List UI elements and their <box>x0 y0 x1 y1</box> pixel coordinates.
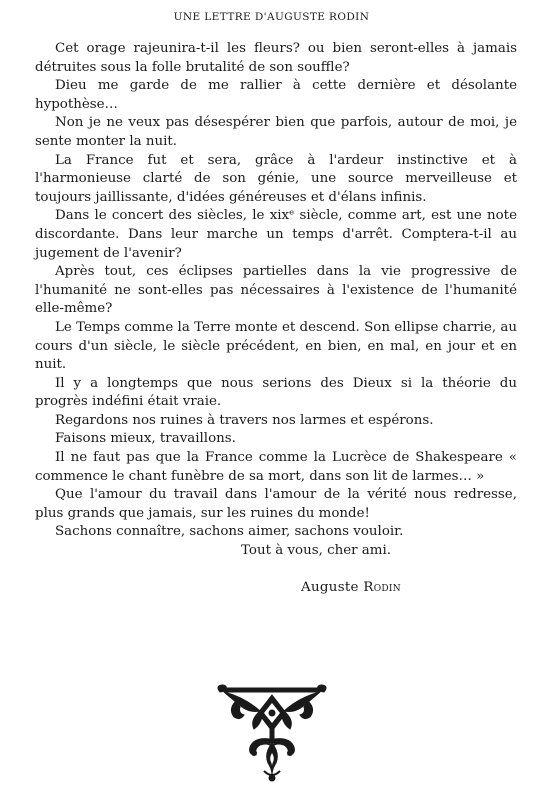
signature <box>35 579 517 598</box>
letter-body <box>35 40 517 597</box>
paragraph-12: Que l'amour du travail dans l'amour de la vérité nous redresse, plus grands que jamais, sur les ruines du monde! <box>35 487 517 521</box>
signature-first-name: Auguste <box>301 579 359 595</box>
fleuron-ornament-icon <box>214 683 330 783</box>
paragraph-13: Sachons connaître, sachons aimer, sachons vouloir. <box>55 524 404 540</box>
paragraph-4: La France fut et sera, grâce à l'ardeur instinctive et à l'harmonieuse clarté de son génie, une source merveilleuse et toujours jaillissante, d'idées généreuses et d'élans infinis. <box>35 152 517 205</box>
running-head: UNE LETTRE D'AUGUSTE RODIN <box>173 11 370 23</box>
paragraph-6: Après tout, ces éclipses partielles dans la vie progressive de l'humanité ne sont-elles pas nécessaires à l'existence de l'humanité elle-même? <box>35 264 517 317</box>
signature-last-name: Rodin <box>363 579 401 595</box>
paragraph-7: Le Temps comme la Terre monte et descend. Son ellipse charrie, au cours d'un siècle, le siècle précédent, en bien, en mal, en jour et en nuit. <box>35 319 517 373</box>
paragraph-3: Non je ne veux pas désespérer bien que parfois, autour de moi, je sente monter la nuit. <box>35 115 517 149</box>
paragraph-9: Regardons nos ruines à travers nos larmes et espérons. <box>55 412 434 428</box>
paragraph-11: Il ne faut pas que la France comme la Lucrèce de Shakespeare « commence le chant funèbre de sa mort, dans son lit de larmes… » <box>35 450 517 484</box>
paragraph-8: Il y a longtemps que nous serions des Dieux si la théorie du progrès indéfini était vraie. <box>35 375 517 410</box>
paragraph-2: Dieu me garde de me rallier à cette dernière et désolante hypothèse… <box>35 78 517 112</box>
paragraph-1: Cet orage rajeunira-t-il les fleurs? ou bien seront-elles à jamais détruites sous la folle brutalité de son souffle? <box>35 41 517 75</box>
closing-salutation: Tout à vous, cher ami. <box>241 543 392 559</box>
paragraph-10: Faisons mieux, travaillons. <box>55 431 236 447</box>
paragraph-5: Dans le concert des siècles, le xixᵉ siècle, comme art, est une note discordante. Dans leur marche un temps d'arrêt. Comptera-t-il au jugement de l'avenir? <box>35 208 517 261</box>
